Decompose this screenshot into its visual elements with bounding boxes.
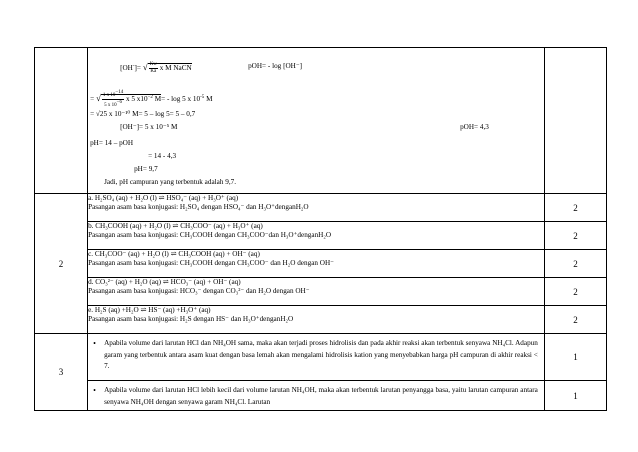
table-row [35,306,607,334]
score-cell: 2 [544,278,606,306]
score-cell [544,48,606,194]
answer-item-c [88,250,545,278]
reaction-equation: d. CO₃²⁻ (aq) + H₂O (aq) ⇌ HCO₃⁻ (aq) + OH⁻ (aq) [88,278,241,286]
bullet-text: • Apabila volume dari larutan HCl lebih kecil dari volume larutan NH₄OH, maka akan terbentuk larutan penyangga basa, yaitu larutan campuran antara senyawa NH₄OH dengan senyawa garam NH₄Cl. Larutan [88,381,544,410]
ph-result: pH= 9,7 [134,165,158,173]
question-number-cell: 3 [35,334,88,411]
formula-oh: [OH-]= √ $\frac{Kw}{Ka}$ x M NaCN [120,62,192,74]
poh-formula: pOH= - log [OH⁻] [248,62,303,70]
table-row [35,250,607,278]
question-number-cell: 2 [35,194,88,334]
table-row [35,278,607,306]
answer-item-a [88,194,545,222]
score-cell: 1 [544,381,606,411]
score-cell: 2 [544,250,606,278]
ph-formula: pH= 14 – pOH [90,139,134,147]
score-cell: 1 [544,334,606,381]
ph-subtraction: = 14 - 4,3 [148,152,177,160]
answer-item-e [88,306,545,334]
substitution-line: = √ $\frac{1 x 10-14}{5 x 10-6}$ x 5 $x10^{-2}$ M= - log 5 x $10^{-5}$ M [90,90,213,108]
table-row [35,381,607,411]
conjugate-pair-text: Pasangan asam basa konjugasi: HCO₃⁻ dengan CO₃²⁻ dan H₂O dengan OH⁻ [88,287,310,296]
reaction-equation: b. CH₃COOH (aq) + H₂O (l) ⇌ CH₃COO⁻ (aq) + H₃O⁺ (aq) [88,222,263,230]
table-row [35,48,607,194]
answer-key-table [34,47,607,411]
bullet-text: • Apabila volume dari larutan HCl dan NH₄OH sama, maka akan terjadi proses hidrolisis dan pada akhir reaksi akan terbentuk senyawa NH₄Cl. Adapun garam yang terbentuk antara asam kuat dengan basa lemah akan mengalami hidrolisis kation yang menyebabkan harga pH campuran di akhir reaksi < 7. [88,334,544,375]
conjugate-pair-text: Pasangan asam basa konjugasi: CH₃COOH dengan CH₃COO⁻dan H₃O⁺denganH₂O [88,231,332,240]
answer-item-d [88,278,545,306]
reaction-equation: a. H₂SO₄ (aq) + H₂O (l) ⇌ HSO₄⁻ (aq) + H₃O⁺ (aq) [88,194,239,202]
answer-item-b [88,222,545,250]
table-row [35,222,607,250]
reaction-equation: c. CH₃COO⁻ (aq) + H₂O (l) ⇌ CH₃COOH (aq) + OH⁻ (aq) [88,250,260,258]
conclusion-text: Jadi, pH campuran yang terbentuk adalah 9,7. [104,178,237,186]
score-cell: 2 [544,306,606,334]
conjugate-pair-text: Pasangan asam basa konjugasi: H₂SO₄ dengan HSO₄⁻ dan H₃O⁺denganH₂O [88,203,309,212]
reaction-equation: e. H₂S (aq) +H₂O ⇌ HS⁻ (aq) +H₃O⁺ (aq) [88,306,211,314]
score-cell: 2 [544,194,606,222]
table-row [35,334,607,381]
answer-bullet-cell [88,334,545,381]
answer-cell [88,48,545,194]
question-number-cell [35,48,88,194]
answer-bullet-cell [88,381,545,411]
conjugate-pair-text: Pasangan asam basa konjugasi: H₂S dengan HS⁻ dan H₃O⁺denganH₂O [88,315,294,324]
poh-result: pOH= 4,3 [460,123,489,131]
score-cell: 2 [544,222,606,250]
sqrt-result-line: = √25 x 10⁻¹⁰ M= 5 – log 5= 5 – 0,7 [90,110,196,118]
table-row [35,194,607,222]
oh-result: [OH⁻]= 5 x 10⁻⁵ M [120,123,178,131]
conjugate-pair-text: Pasangan asam basa konjugasi: CH₃COOH dengan CH₃COO⁻ dan H₂O dengan OH⁻ [88,259,334,268]
